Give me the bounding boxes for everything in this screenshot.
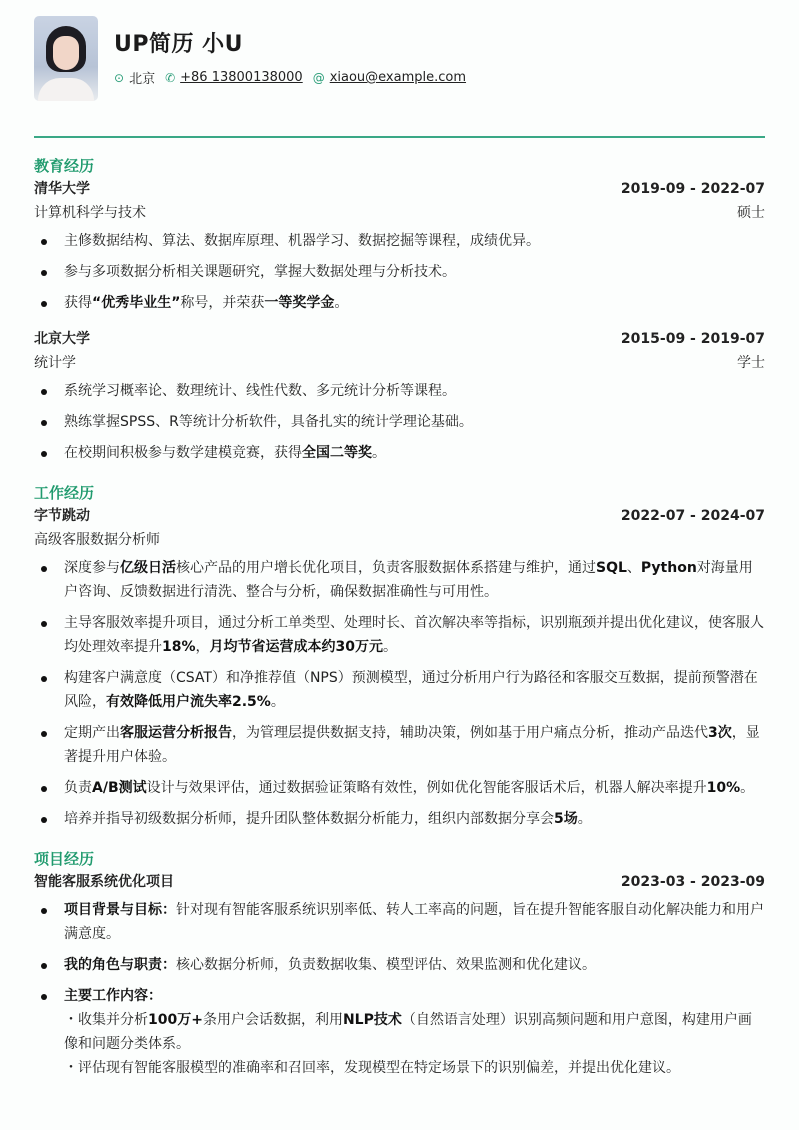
entry-date: 2023-03 - 2023-09 [620, 874, 765, 890]
bullet-item [34, 953, 765, 977]
entry-role: 高级客服数据分析师 [34, 532, 160, 548]
text-segment: 收集并分析 [78, 1012, 148, 1028]
entry-organization: 智能客服系统优化项目 [34, 874, 174, 890]
bold-text: 客服运营分析报告 [120, 725, 232, 741]
bold-text: 100万+ [148, 1012, 203, 1028]
bullet-item [34, 260, 765, 284]
entry-subtitle-row [34, 351, 765, 375]
bold-text: 月均节省运营成本约30万元 [209, 639, 383, 655]
entry-organization: 北京大学 [34, 331, 90, 347]
bold-text: 一等奖学金 [264, 295, 335, 311]
bold-text: 10% [706, 780, 741, 796]
bold-text: Python [640, 560, 697, 576]
bullet-item [34, 379, 765, 403]
section-education [34, 155, 765, 465]
bullet-list [34, 379, 765, 465]
text-segment: 定期产出 [64, 725, 120, 741]
text-segment: ，为管理层提供数据支持，辅助决策，例如基于用户痛点分析，推动产品迭代 [232, 725, 708, 741]
text-segment: 针对现有智能客服系统识别率低、转人工率高的问题，旨在提升智能客服自动化解决能力和用户满意度。 [64, 902, 764, 942]
text-segment: 系统学习概率论、数理统计、线性代数、多元统计分析等课程。 [64, 383, 456, 399]
bold-text: A/B测试 [92, 780, 147, 796]
section-title: 工作经历 [34, 484, 95, 502]
text-segment: 评估现有智能客服模型的准确率和召回率，发现模型在特定场景下的识别偏差，并提出优化建议。 [78, 1060, 680, 1076]
bullet-item [34, 776, 765, 800]
text-segment: 。 [577, 811, 592, 827]
section-title: 项目经历 [34, 850, 95, 868]
entry [34, 327, 765, 465]
text-segment: 。 [383, 639, 397, 655]
bullet-list [34, 898, 765, 1080]
entry-header-row [34, 327, 765, 351]
sub-item [64, 1056, 765, 1080]
bullet-list [34, 229, 765, 315]
location-pin-icon: ⊙ [114, 70, 125, 85]
bullet-item [34, 291, 765, 315]
entry-subtitle-row [34, 528, 765, 552]
text-segment: 熟练掌握SPSS、R等统计分析软件，具备扎实的统计学理论基础。 [64, 414, 473, 430]
bold-text: 5场 [554, 811, 578, 827]
entry-date: 2022-07 - 2024-07 [620, 508, 765, 524]
bold-text: 项目背景与目标： [64, 902, 176, 918]
bullet-item [34, 984, 765, 1080]
email-link[interactable]: xiaou@example.com [329, 70, 467, 85]
text-segment: 参与多项数据分析相关课题研究，掌握大数据处理与分析技术。 [64, 264, 456, 280]
text-segment: 主修数据结构、算法、数据库原理、机器学习、数据挖掘等课程，成绩优异。 [64, 233, 540, 249]
bold-text: 18% [162, 639, 196, 655]
bullet-item [34, 807, 765, 831]
contact-info [114, 68, 476, 87]
entry-header-row [34, 504, 765, 528]
entry-date: 2019-09 - 2022-07 [620, 181, 765, 197]
entry-date: 2015-09 - 2019-07 [620, 331, 765, 347]
bullet-item [34, 721, 765, 769]
text-segment: 获得 [64, 295, 92, 311]
entry-header-row [34, 177, 765, 201]
text-segment: 。 [270, 694, 285, 710]
entry-subtitle-row [34, 201, 765, 225]
candidate-name: UP简历 小U [114, 32, 244, 57]
text-segment: 构建客户满意度（CSAT）和净推荐值（NPS）预测模型，通过分析用户行为路径和客服交互数据，提前预警潜在风险， [64, 670, 758, 710]
resume-header [34, 0, 765, 138]
text-segment: 设计与效果评估，通过数据验证策略有效性，例如优化智能客服话术后，机器人解决率提升 [146, 780, 707, 796]
bold-text: NLP技术 [342, 1012, 402, 1028]
section-projects [34, 848, 765, 1080]
bold-text: 我的角色与职责： [64, 957, 176, 973]
text-segment: ， [195, 639, 210, 655]
entry-degree: 学士 [737, 355, 765, 371]
text-segment: ，显著提升用户体验。 [64, 725, 760, 765]
text-segment: 、 [626, 560, 641, 576]
entry [34, 504, 765, 831]
text-segment: 深度参与 [64, 560, 120, 576]
bold-text: SQL [596, 560, 627, 576]
entry-header-row [34, 870, 765, 894]
text-segment: 主导客服效率提升项目，通过分析工单类型、处理时长、首次解决率等指标，识别瓶颈并提出优化建议，使客服人均处理效率提升 [64, 615, 764, 655]
bullet-item [34, 556, 765, 604]
bullet-item [34, 898, 765, 946]
phone-icon: ✆ [165, 70, 176, 85]
bullet-item [34, 611, 765, 659]
bullet-item [34, 666, 765, 714]
section-work [34, 482, 765, 831]
text-segment: 核心数据分析师，负责数据收集、模型评估、效果监测和优化建议。 [176, 957, 596, 973]
text-segment: 。 [334, 295, 349, 311]
bold-text: 全国二等奖 [302, 445, 372, 461]
entry-role: 统计学 [34, 355, 76, 371]
bold-text: 主要工作内容： [64, 988, 162, 1004]
text-segment: 培养并指导初级数据分析师，提升团队整体数据分析能力，组织内部数据分享会 [64, 811, 554, 827]
text-segment: 称号，并荣获 [180, 295, 265, 311]
text-segment: 核心产品的用户增长优化项目，负责客服数据体系搭建与维护，通过 [176, 560, 596, 576]
section-title: 教育经历 [34, 157, 95, 175]
bold-text: 3次 [708, 725, 732, 741]
bullet-list [34, 556, 765, 831]
text-segment: 条用户会话数据，利用 [202, 1012, 343, 1028]
bullet-item [34, 229, 765, 253]
bold-text: 有效降低用户流失率2.5% [106, 694, 271, 710]
profile-photo [34, 16, 98, 101]
text-segment: 对海量用户咨询、反馈数据进行清洗、整合与分析，确保数据准确性与可用性。 [64, 560, 753, 600]
phone-link[interactable]: +86 13800138000 [180, 70, 303, 85]
entry-organization: 字节跳动 [34, 508, 90, 524]
bullet-item [34, 441, 765, 465]
location-text: 北京 [129, 72, 156, 87]
bold-text: 亿级日活 [120, 560, 176, 576]
entry [34, 870, 765, 1080]
text-segment: 。 [740, 780, 755, 796]
entry-organization: 清华大学 [34, 181, 90, 197]
entry-role: 计算机科学与技术 [34, 205, 146, 221]
bold-text: “优秀毕业生” [92, 295, 181, 311]
text-segment: （自然语言处理）识别高频问题和用户意图，构建用户画像和问题分类体系。 [64, 1012, 752, 1052]
bullet-item [34, 410, 765, 434]
text-segment: 负责 [64, 780, 92, 796]
text-segment: 。 [372, 445, 386, 461]
email-at-icon: @ [312, 70, 325, 85]
entry [34, 177, 765, 315]
entry-degree: 硕士 [737, 205, 765, 221]
text-segment: 在校期间积极参与数学建模竞赛，获得 [64, 445, 302, 461]
sub-item [64, 1008, 765, 1056]
